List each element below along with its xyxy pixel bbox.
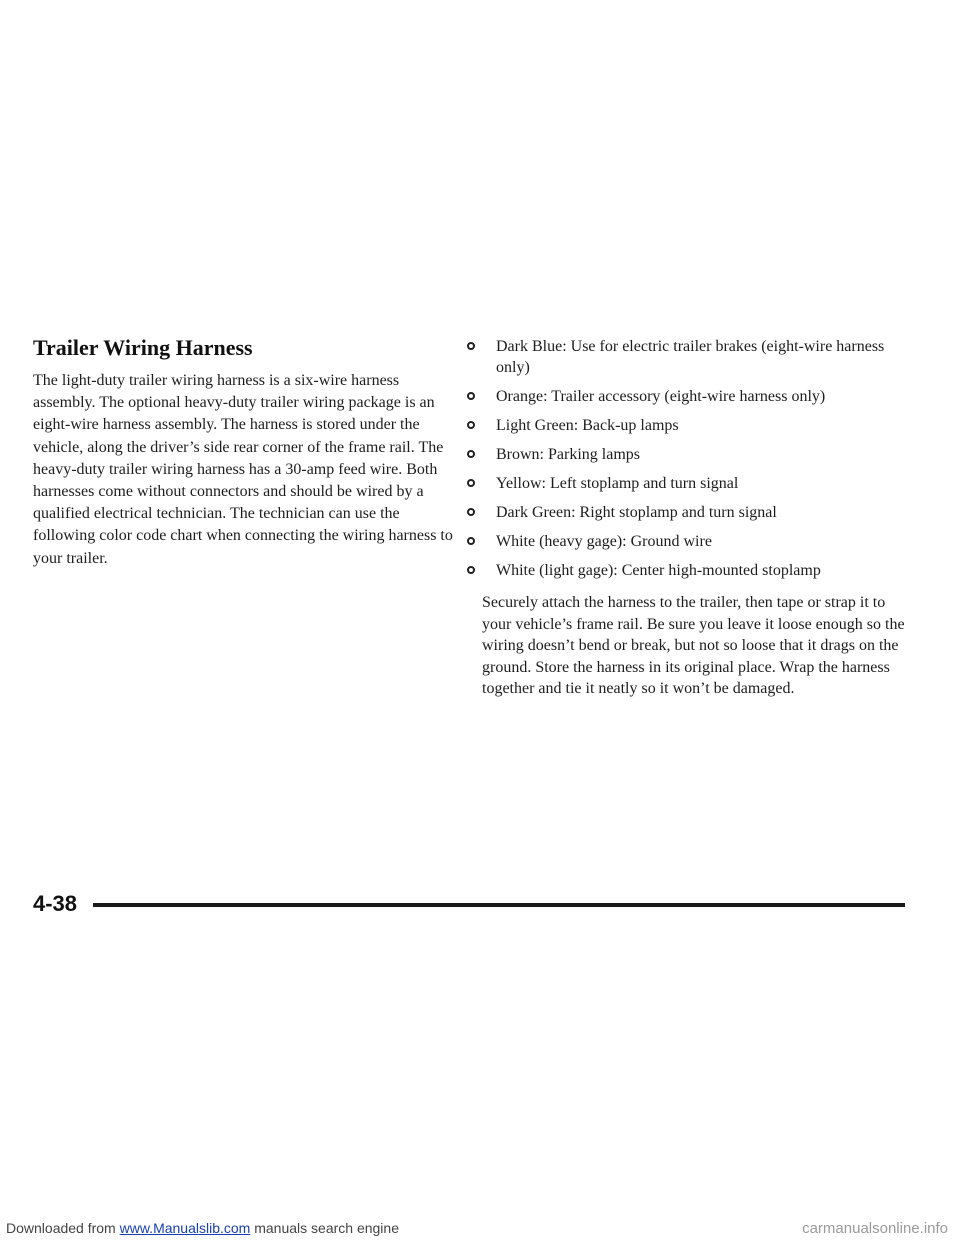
- list-item: Brown: Parking lamps: [465, 444, 915, 465]
- list-item: White (light gage): Center high-mounted stoplamp: [465, 560, 915, 581]
- footer-suffix: manuals search engine: [254, 1220, 399, 1236]
- section-title: Trailer Wiring Harness: [33, 335, 253, 360]
- closing-paragraph: Securely attach the harness to the trailer, then tape or strap it to your vehicle’s frame rail. Be sure you leave it loose enough so the wiring doesn’t bend or break, but not so loose that it drags on the ground. Store the harness in its original place. Wrap the harness together and tie it neatly so it won’t be damaged.: [482, 594, 905, 697]
- intro-paragraph: The light-duty trailer wiring harness is a six-wire harness assembly. The optional heavy-duty trailer wiring package is an eight-wire harness assembly. The harness is stored under the vehicle, along the driver’s side rear corner of the frame rail. The heavy-duty trailer wiring harness has a 30-amp feed wire. Both harnesses come without connectors and should be wired by a qualified electrical technician. The technician can use the following color code chart when connecting the wiring harness to your trailer.: [33, 372, 453, 567]
- footer-prefix: Downloaded from: [6, 1220, 116, 1236]
- list-item: Light Green: Back-up lamps: [465, 415, 915, 436]
- download-footer: [0, 1216, 960, 1242]
- list-item: Dark Green: Right stoplamp and turn signal: [465, 502, 915, 523]
- color-code-list: [465, 336, 915, 589]
- footer-rule: [93, 903, 905, 907]
- manualslib-link[interactable]: www.Manualslib.com: [119, 1220, 251, 1236]
- watermark: carmanualsonline.info: [802, 1220, 948, 1237]
- list-item: Orange: Trailer accessory (eight-wire harness only): [465, 386, 915, 407]
- list-item: White (heavy gage): Ground wire: [465, 531, 915, 552]
- list-item: Yellow: Left stoplamp and turn signal: [465, 473, 915, 494]
- page-number: 4-38: [33, 891, 78, 916]
- footer-credit: [6, 1220, 399, 1236]
- list-item: Dark Blue: Use for electric trailer brakes (eight-wire harness only): [465, 336, 915, 378]
